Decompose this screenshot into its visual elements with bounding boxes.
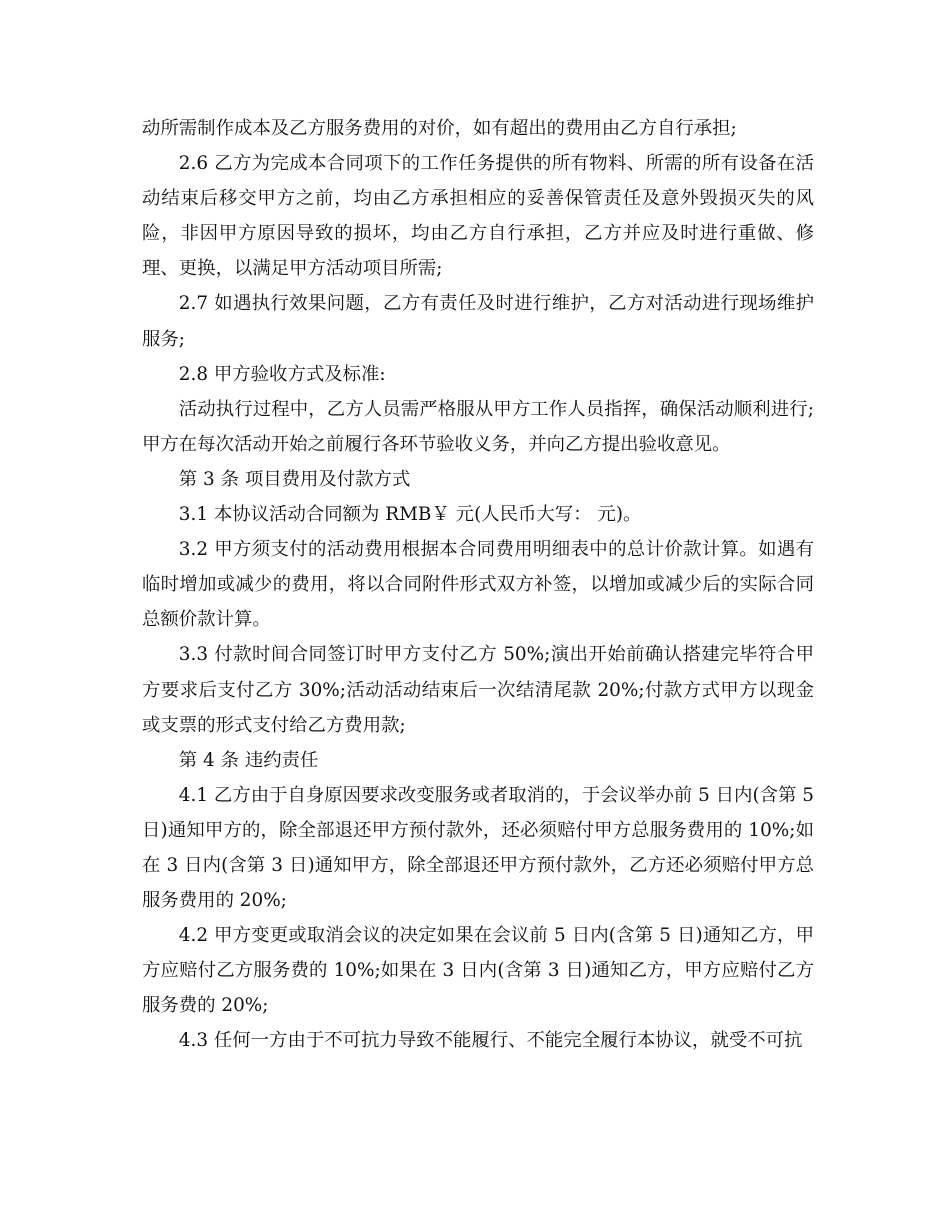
- paragraph-4-3: 4.3 任何一方由于不可抗力导致不能履行、不能完全履行本协议，就受不可抗: [178, 1030, 803, 1052]
- paragraph-acceptance: 活动执行过程中，乙方人员需严格服从甲方工作人员指挥，确保活动顺利进行;甲方在每次活动开始之前履行各环节验收义务，并向乙方提出验收意见。: [142, 398, 814, 455]
- paragraph-3-1: 3.1 本协议活动合同额为 RMB￥ 元(人民币大写： 元)。: [178, 504, 642, 526]
- paragraph-4-1: 4.1 乙方由于自身原因要求改变服务或者取消的，于会议举办前 5 日内(含第 5 日)通知甲方的，除全部退还甲方预付款外，还必须赔付甲方总服务费用的 10%;如在 3 日内(含第 3 日)通知甲方，除全部退还甲方预付款外，乙方还必须赔付甲方总服务费用的 20%;: [142, 784, 814, 912]
- paragraph-2-6: 2.6 乙方为完成本合同项下的工作任务提供的所有物料、所需的所有设备在活动结束后移交甲方之前，均由乙方承担相应的妥善保管责任及意外毁损灭失的风险，非因甲方原因导致的损坏，均由乙方自行承担，乙方并应及时进行重做、修理、更换，以满足甲方活动项目所需;: [142, 153, 814, 280]
- paragraph-2-7: 2.7 如遇执行效果问题，乙方有责任及时进行维护，乙方对活动进行现场维护服务;: [142, 293, 814, 350]
- paragraph-3-2: 3.2 甲方须支付的活动费用根据本合同费用明细表中的总计价款计算。如遇有临时增加或减少的费用，将以合同附件形式双方补签，以增加或减少后的实际合同总额价款计算。: [142, 539, 814, 631]
- paragraph-3-3: 3.3 付款时间合同签订时甲方支付乙方 50%;演出开始前确认搭建完毕符合甲方要求后支付乙方 30%;活动活动结束后一次结清尾款 20%;付款方式甲方以现金或支票的形式支付给乙方费用款;: [142, 644, 814, 736]
- paragraph: 动所需制作成本及乙方服务费用的对价，如有超出的费用由乙方自行承担;: [142, 118, 737, 139]
- paragraph-4-2: 4.2 甲方变更或取消会议的决定如果在会议前 5 日内(含第 5 日)通知乙方，甲方应赔付乙方服务费的 10%;如果在 3 日内(含第 3 日)通知乙方，甲方应赔付乙方服务费的 20%;: [142, 925, 814, 1017]
- paragraph-2-8: 2.8 甲方验收方式及标准:: [178, 363, 386, 385]
- document-body: [142, 111, 814, 1059]
- section-heading-3: 第 3 条 项目费用及付款方式: [178, 468, 411, 490]
- section-heading-4: 第 4 条 违约责任: [178, 749, 319, 771]
